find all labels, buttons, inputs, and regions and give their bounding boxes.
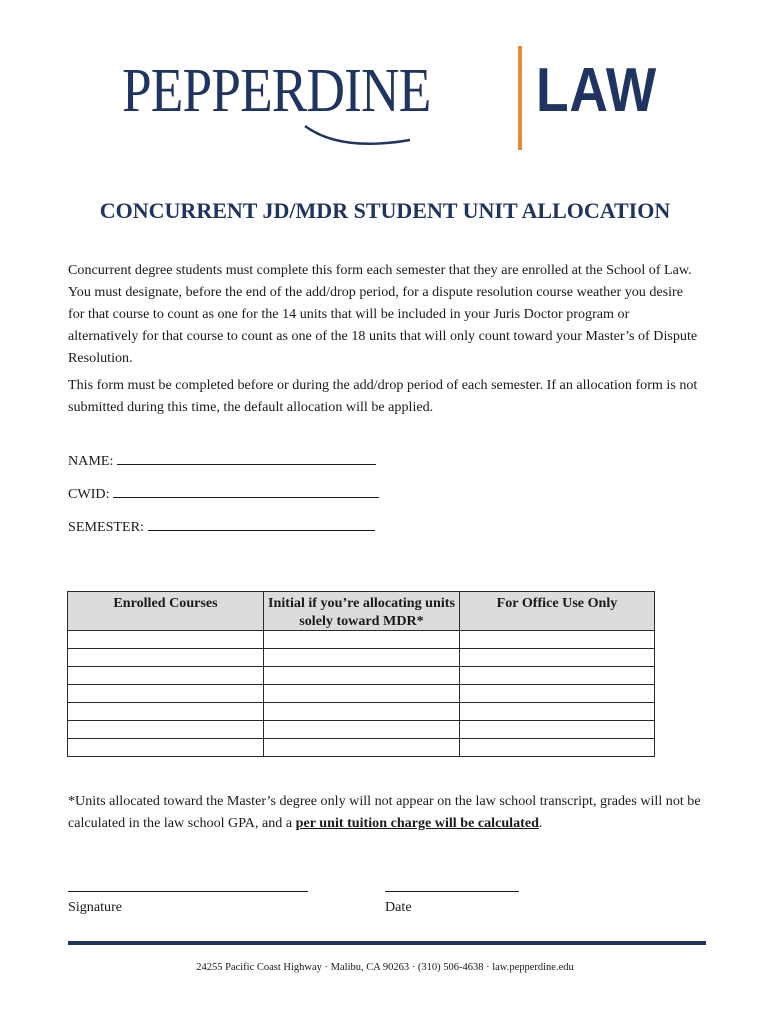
office-cell xyxy=(460,739,655,757)
course-cell[interactable] xyxy=(68,685,264,703)
note-text: *Units allocated toward the Master’s degree only will not appear on the law school transcript, grades will not be calculated in the law school GPA, and a xyxy=(68,793,701,831)
office-cell xyxy=(460,631,655,649)
header-office-use: For Office Use Only xyxy=(460,592,655,631)
instructions-paragraph: Concurrent degree students must complete this form each semester that they are enrolled at the School of Law. You must designate, before the end of the add/drop period, for a dispute resolution course weather you desire for that course to count as one for the 14 units that will be included in your Juris Doctor program or alternatively for that course to count as one of the 18 units that will only count toward your Master’s of Dispute Resolution. xyxy=(68,262,698,366)
signature-line[interactable] xyxy=(68,890,308,892)
logo-law-text: LAW xyxy=(536,56,658,125)
initial-cell[interactable] xyxy=(264,667,460,685)
mdr-units-note xyxy=(68,790,708,834)
note-emphasis: per unit tuition charge will be calculated xyxy=(295,815,539,831)
cwid-input-line[interactable] xyxy=(113,483,379,498)
header-mdr-initial: Initial if you’re allocating units solely toward MDR* xyxy=(264,592,460,631)
table-row xyxy=(68,703,655,721)
deadline-paragraph: This form must be completed before or during the add/drop period of each semester. If an allocation form is not submitted during this time, the default allocation will be applied. xyxy=(68,377,698,415)
course-cell[interactable] xyxy=(68,739,264,757)
table-row xyxy=(68,667,655,685)
initial-cell[interactable] xyxy=(264,703,460,721)
cwid-label: CWID: xyxy=(68,486,110,502)
name-input-line[interactable] xyxy=(117,450,376,465)
initial-cell[interactable] xyxy=(264,649,460,667)
office-cell xyxy=(460,703,655,721)
table-row xyxy=(68,685,655,703)
logo-pepperdine-text: PEPPERDINE xyxy=(122,57,431,125)
initial-cell[interactable] xyxy=(264,631,460,649)
footer-address: 24255 Pacific Coast Highway · Malibu, CA 90263 · (310) 506-4638 · law.pepperdine.edu xyxy=(196,962,574,973)
logo-swash-decoration xyxy=(300,122,420,152)
table-row xyxy=(68,649,655,667)
form-title: CONCURRENT JD/MDR STUDENT UNIT ALLOCATION xyxy=(99,198,671,223)
table-row xyxy=(68,739,655,757)
date-line[interactable] xyxy=(385,890,519,892)
note-end: . xyxy=(538,815,543,831)
course-cell[interactable] xyxy=(68,649,264,667)
table-body xyxy=(68,631,655,757)
header-enrolled-courses: Enrolled Courses xyxy=(68,592,264,631)
course-cell[interactable] xyxy=(68,721,264,739)
table-row xyxy=(68,721,655,739)
course-cell[interactable] xyxy=(68,631,264,649)
name-label: NAME: xyxy=(68,453,114,469)
office-cell xyxy=(460,685,655,703)
signature-label: Signature xyxy=(68,899,123,915)
date-label: Date xyxy=(385,899,412,915)
table-header-row xyxy=(68,592,655,631)
pepperdine-law-logo xyxy=(0,46,770,156)
course-cell[interactable] xyxy=(68,703,264,721)
footer-divider xyxy=(68,941,706,945)
initial-cell[interactable] xyxy=(264,739,460,757)
cwid-field[interactable] xyxy=(68,483,379,503)
initial-cell[interactable] xyxy=(264,721,460,739)
course-allocation-table xyxy=(67,591,655,757)
name-field[interactable] xyxy=(68,450,376,470)
office-cell xyxy=(460,721,655,739)
table-row xyxy=(68,631,655,649)
initial-cell[interactable] xyxy=(264,685,460,703)
semester-label: SEMESTER: xyxy=(68,519,144,535)
office-cell xyxy=(460,649,655,667)
office-cell xyxy=(460,667,655,685)
logo-divider-bar xyxy=(518,46,522,150)
semester-field[interactable] xyxy=(68,516,375,536)
course-cell[interactable] xyxy=(68,667,264,685)
semester-input-line[interactable] xyxy=(148,516,375,531)
